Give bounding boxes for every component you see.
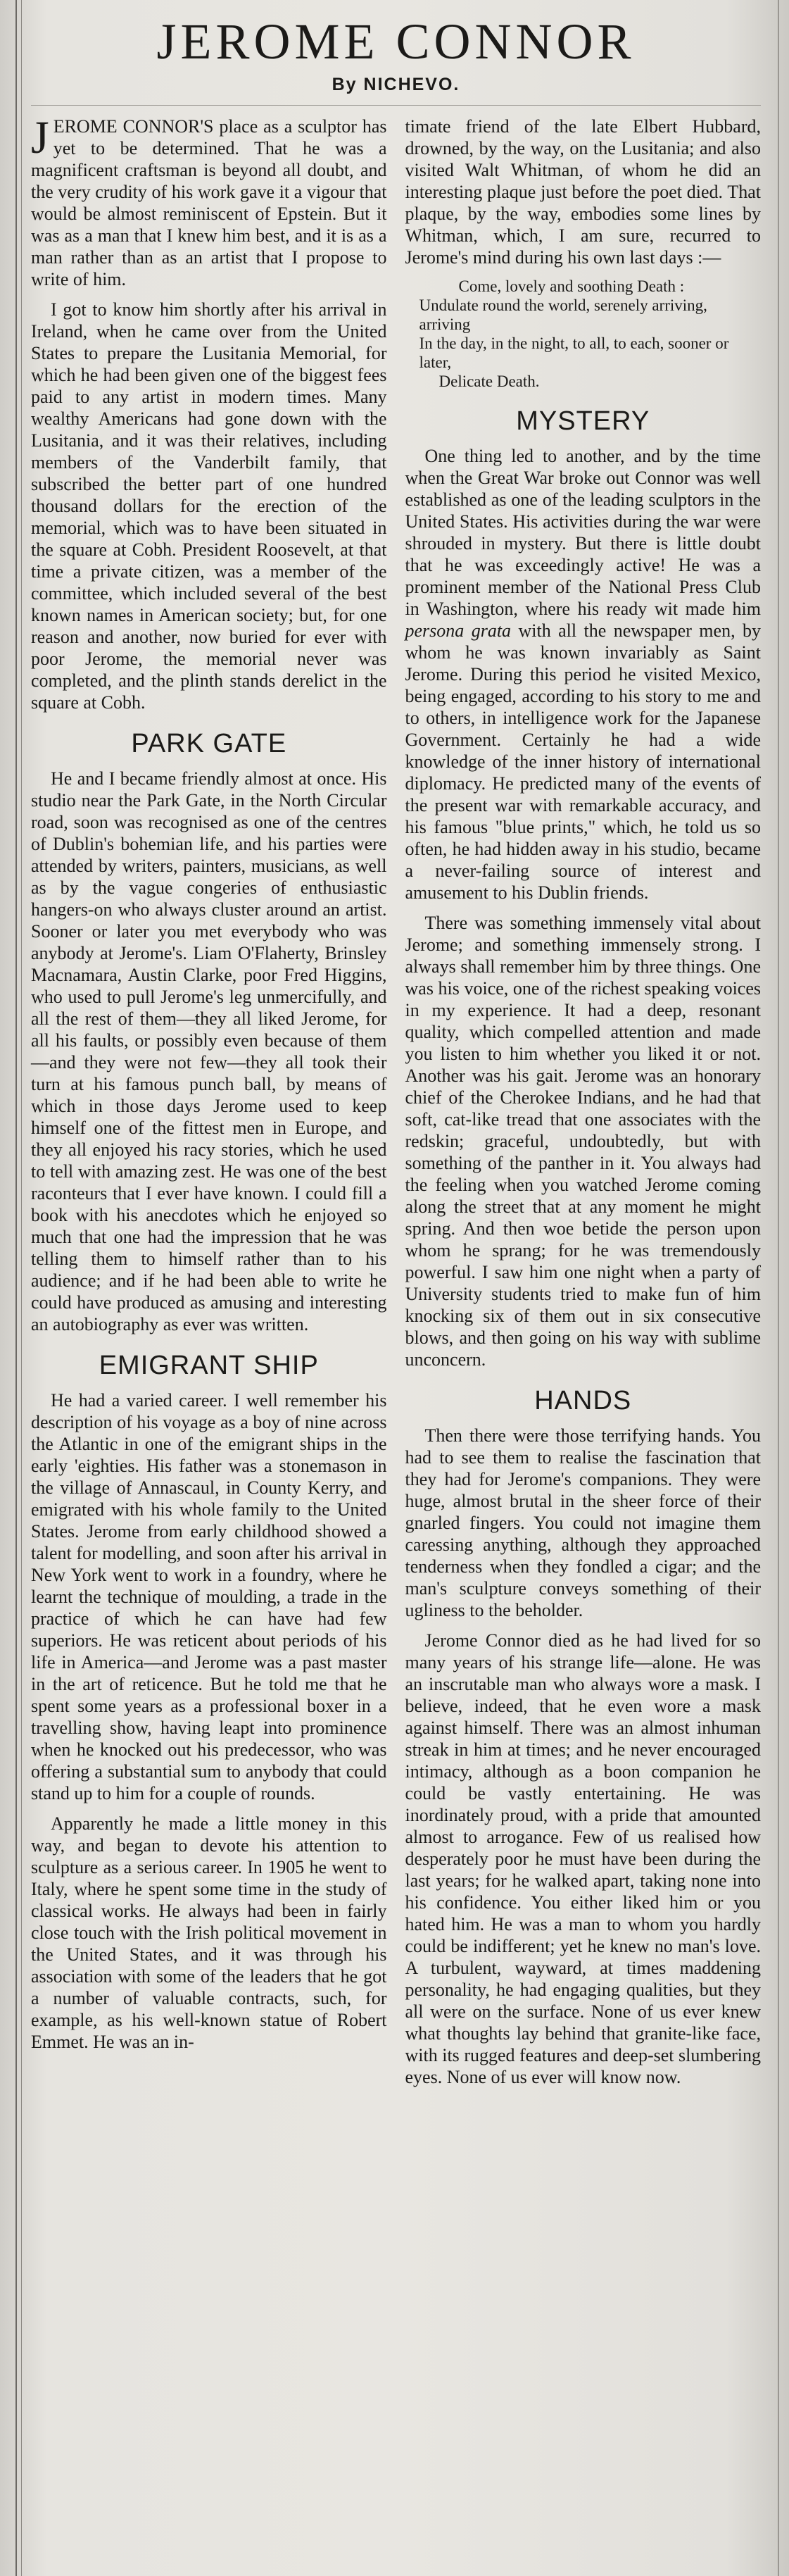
paragraph-text: EROME CONNOR'S place as a sculptor has yet to be determined. That he was a magnificent craftsman is beyond all doubt, and the very crudity of his work gave it a vigour that would be almost reminiscent of Epstein. But it was as a man that I knew him best, and it is as a man rather than as an artist that I propose to write of him. [31,116,387,289]
section-heading-mystery: MYSTERY [516,406,650,436]
article-header [31,11,761,95]
paragraph: There was something immensely vital about Jerome; and something immensely strong. I always shall remember him by three things. One was his voice, one of the richest speaking voices in my experience. It had a deep, resonant quality, which compelled attention and made you listen to him whether you liked it or not. Another was his gait. Jerome was an honorary chief of the Cherokee Indians, and he had that soft, cat-like tread that one associates with the redskin; graceful, undoubtedly, but with something of the panther in it. You always had the feeling when you watched Jerome coming along the street that at any moment he might spring. And then woe betide the person upon whom he sprang; for he was tremendously powerful. I saw him one night when a party of University students tried to make fun of him knocking six of them out in six consecutive blows, and then going on his way with sublime unconcern. [405,913,761,1370]
paragraph: timate friend of the late Elbert Hubbard, drowned, by the way, on the Lusitania; and also visited Walt Whitman, of whom he did an interesting plaque just before the poet died. That plaque, by the way, embodies some lines by Whitman, which, I am sure, recurred to Jerome's mind during his own last days :— [405,116,761,268]
article-byline: By NICHEVO. [332,75,460,94]
section-heading-park-gate: PARK GATE [131,729,287,758]
drop-cap: J [31,112,49,163]
quote-line: Delicate Death. [438,373,540,390]
paragraph: Then there were those terrifying hands. You had to see them to realise the fascination that they had for Jerome's companions. They were huge, almost brutal in the sheer force of their gnarled fingers. You could not imagine them caressing anything, although they approached tenderness when they fondled a cigar; and the man's sculpture conveys something of their ugliness to the beholder. [405,1425,761,1620]
whitman-quote [419,277,762,391]
paragraph-opening [31,112,387,290]
paragraph [405,445,762,904]
column-rule-right [778,0,779,2576]
paragraph-text: One thing led to another, and by the time when the Great War broke out Connor was well established as one of the leading sculptors in the United States. His activities during the war were shrouded in mystery. But there is little doubt that he was exceedingly active! He was a prominent member of the National Press Club in Washington, where his ready wit made him [405,446,761,619]
paragraph: He had a varied career. I well remember his description of his voyage as a boy of nine across the Atlantic in one of the emigrant ships in the early 'eighties. His father was a stonemason in the village of Annascaul, in County Kerry, and emigrated with his whole family to the United States. Jerome from early childhood showed a talent for modelling, and soon after his arrival in New York went to work in a foundry, where he learnt the technique of moulding, a trade in the practice of which he can have had few superiors. He was reticent about periods of his life in America—and Jerome was a past master in the art of reticence. But he told me that he spent some years as a professional boxer in a travelling show, having leapt into prominence when he knocked out his predecessor, who was offering a substantial sum to anybody that could stand up to him for a couple of rounds. [31,1390,387,1803]
column-rule-left [15,0,22,2576]
column-left [31,112,387,2096]
italic-phrase: persona grata [405,620,512,641]
article-title: JEROME CONNOR [156,13,636,70]
column-right [405,115,762,2096]
paragraph-text: with all the newspaper men, by whom he was known invariably as Saint Jerome. During this period he visited Mexico, being engaged, according to his story to me and to others, in intelligence work for the Japanese Government. Certainly he had a wide knowledge of the inner history of international diplomacy. He predicted many of the events of the present war with remarkable accuracy, and his famous "blue prints," which, he told us so often, he had hidden away in his studio, became a never-failing source of interest and amusement to his Dublin friends. [405,620,761,903]
quote-line: Come, lovely and soothing Death : [458,277,685,295]
paragraph: Apparently he made a little money in this way, and began to devote his attention to sculpture as a serious career. In 1905 he went to Italy, where he spent some time in the study of classical works. He always had been in fairly close touch with the Irish political movement in the United States, and it was through his association with some of the leaders that he got a number of valuable contracts, such, for example, as his well-known statue of Robert Emmet. He was an in- [31,1813,387,2052]
quote-line: In the day, in the night, to all, to each, sooner or later, [419,334,729,371]
article-columns [31,105,761,2096]
paragraph: Jerome Connor died as he had lived for so many years of his strange life—alone. He was an inscrutable man who always wore a mask. I believe, indeed, that he even wore a mask against himself. There was an almost inhuman streak in him at times; and he never encouraged intimacy, although as a boon companion he could be vastly entertaining. He was inordinately proud, with a pride that amounted almost to arrogance. Few of us realised how desperately poor he must have been during the last years; for he walked apart, taking none into his confidence. You either liked him or you hated him. He was a man to whom you hardly could be indifferent; yet he knew no man's love. A turbulent, wayward, at times maddening personality, he had engaging qualities, but they all were on the surface. None of us ever knew what thoughts lay behind that granite-like face, with its rugged features and deep-set slumbering eyes. None of us ever will know now. [405,1630,761,2087]
section-heading-hands: HANDS [534,1386,632,1415]
paragraph: I got to know him shortly after his arrival in Ireland, when he came over from the United States to prepare the Lusitania Memorial, for which he had been given one of the biggest fees paid to any artist in modern times. Many wealthy Americans had gone down with the Lusitania, and it was their relatives, including members of the Vanderbilt family, that subscribed the better part of one hundred thousand dollars for the erection of the memorial, which was to have been situated in the square at Cobh. President Roosevelt, at that time a private citizen, was a member of the committee, which included several of the best known names in American society; but, for one reason and another, now buried for ever with poor Jerome, the memorial never was completed, and the plinth stands derelict in the square at Cobh. [31,299,387,713]
paragraph: He and I became friendly almost at once. His studio near the Park Gate, in the North Circular road, soon was recognised as one of the centres of Dublin's bohemian life, and his parties were attended by writers, painters, musicians, as well as by the vague congeries of enthusiastic hangers-on who always cluster around an artist. Sooner or later you met everybody who was anybody at Jerome's. Liam O'Flaherty, Brinsley Macnamara, Austin Clarke, poor Fred Higgins, who used to pull Jerome's leg unmercifully, and all the rest of them—they all liked Jerome, for all his faults, or possibly even because of them—and they were not few—they all took their turn at his famous punch ball, by means of which in those days Jerome used to keep himself one of the fittest men in Europe, and they all enjoyed his racy stories, which he used to tell with amazing zest. He was one of the best raconteurs that I ever have known. I could fill a book with his anecdotes which he enjoyed so much that one had the impression that he was telling them to himself rather than to his audience; and if he had been able to write he could have produced as amusing and interesting an autobiography as ever was written. [31,768,387,1334]
section-heading-emigrant-ship: EMIGRANT SHIP [99,1351,319,1380]
quote-line: Undulate round the world, serenely arriving, arriving [419,296,707,333]
